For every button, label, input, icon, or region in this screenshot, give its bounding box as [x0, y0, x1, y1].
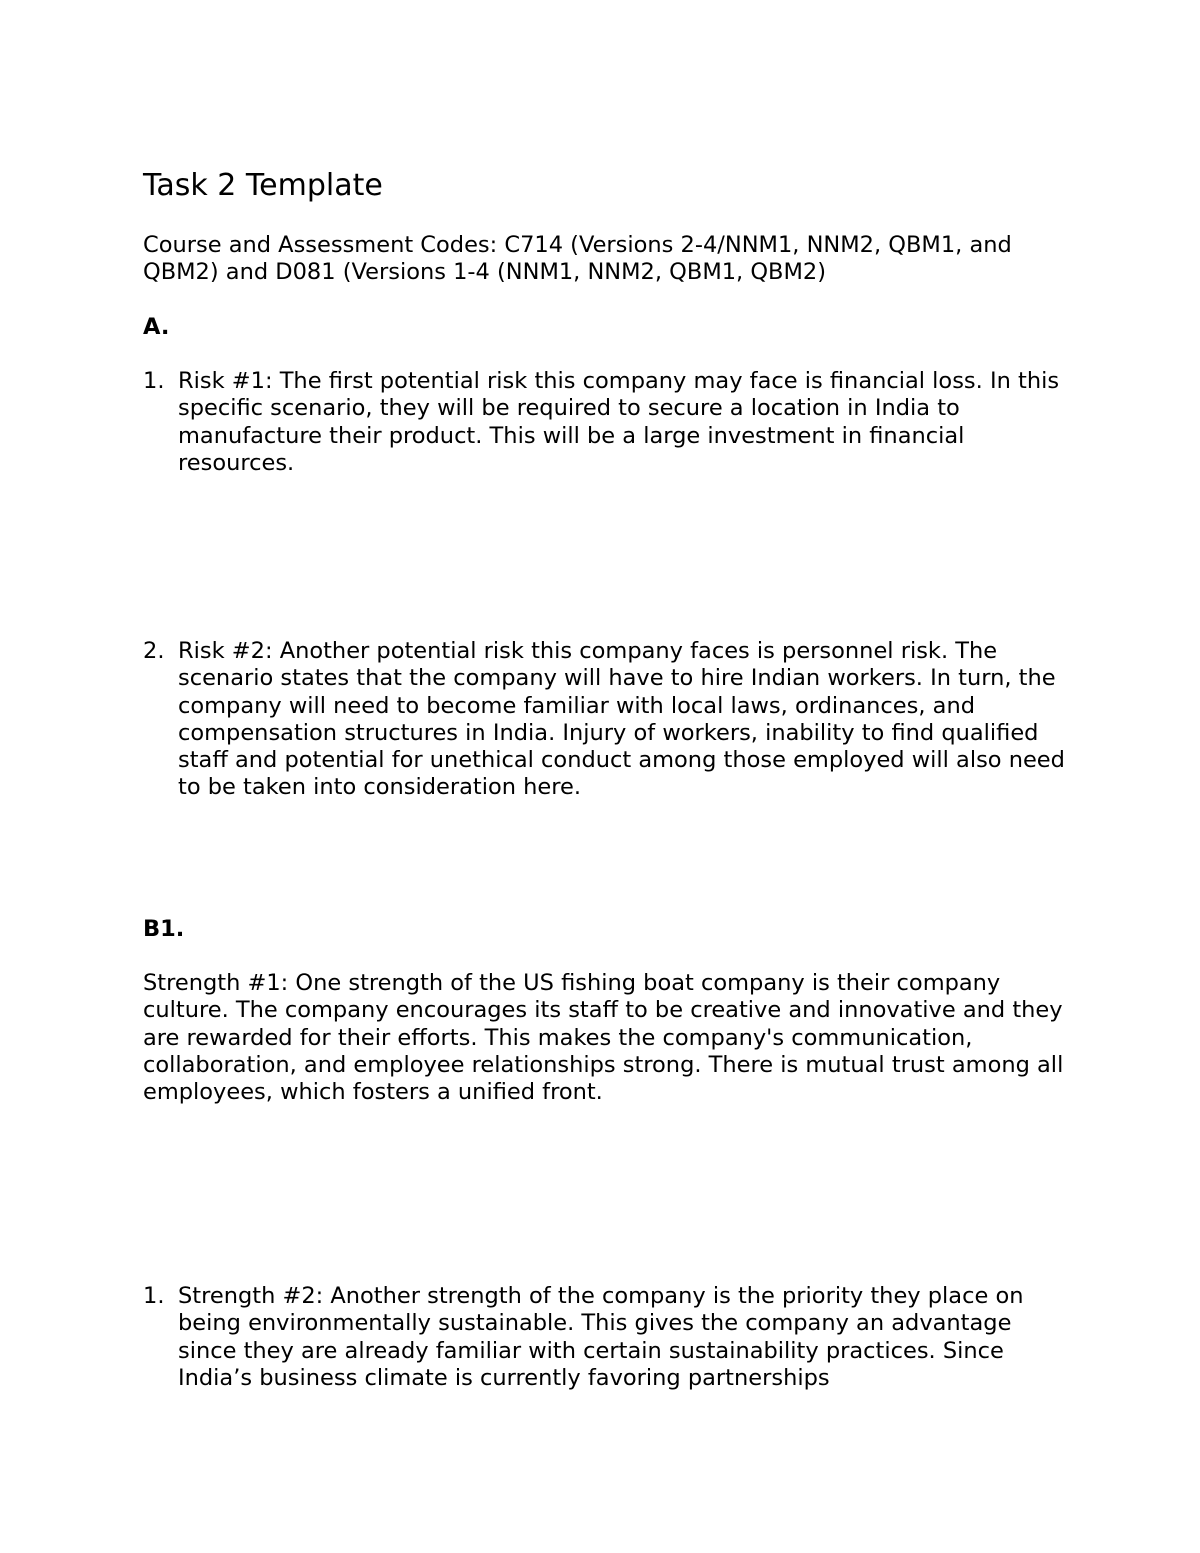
list-item-text: Risk #1: The first potential risk this company may face is financial loss. In this specific scenario, they will be required to secure a location in India to manufacture their product. This will be a large investment in financial resources. — [178, 368, 1060, 476]
section-a-heading: A. — [143, 314, 170, 340]
document-title: Task 2 Template — [143, 168, 383, 203]
course-codes-paragraph: Course and Assessment Codes: C714 (Versions 2-4/NNM1, NNM2, QBM1, and QBM2) and D081 (Versions 1-4 (NNM1, NNM2, QBM1, QBM2) — [143, 232, 1012, 286]
list-item-text: Risk #2: Another potential risk this company faces is personnel risk. The scenario states that the company will have to hire Indian workers. In turn, the company will need to become familiar with local laws, ordinances, and compensation structures in India. Injury of workers, inability to find qualified staff and potential for unethical conduct among those employed will also need to be taken into consideration here. — [178, 638, 1065, 801]
list-item-number: 1. — [143, 1283, 165, 1309]
list-item-strength-2 — [143, 1283, 1073, 1392]
list-item-number: 2. — [143, 638, 165, 664]
list-item-risk-1 — [143, 368, 1073, 477]
strength-1-paragraph: Strength #1: One strength of the US fishing boat company is their company culture. The company encourages its staff to be creative and innovative and they are rewarded for their efforts. This makes the company's communication, collaboration, and employee relationships strong. There is mutual trust among all employees, which fosters a unified front. — [143, 970, 1064, 1106]
list-item-number: 1. — [143, 368, 165, 394]
list-item-text: Strength #2: Another strength of the company is the priority they place on being environmentally sustainable. This gives the company an advantage since they are already familiar with certain sustainability practices. Since India’s business climate is currently favoring partnerships — [178, 1283, 1024, 1391]
section-b1-heading: B1. — [143, 916, 185, 942]
list-item-risk-2 — [143, 638, 1073, 802]
